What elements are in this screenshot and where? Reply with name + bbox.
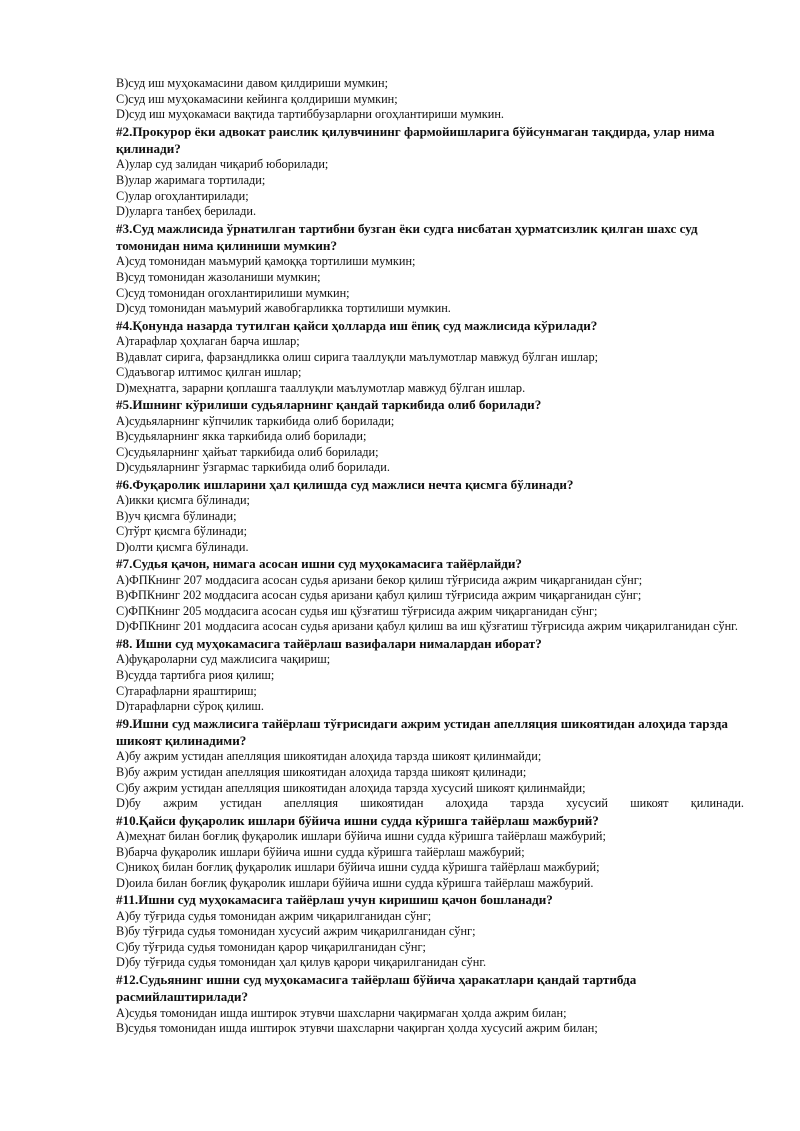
answer-option: A)меҳнат билан боғлиқ фуқаролик ишлари бўйича ишни судда кўришга тайёрлаш мажбурий; xyxy=(116,829,606,844)
question-heading: #12.Судьянинг ишни суд муҳокамасига тайёрлаш бўйича ҳаракатлари қандай тартибда расмийлаштирилади? xyxy=(116,971,637,1005)
answer-option: B)суд иш муҳокамасини давом қилдириши мумкин; xyxy=(116,76,389,90)
question-heading: #9.Ишни суд мажлисига тайёрлаш тўғрисидаги ажрим устидан апелляция шикоятидан алоҳида тарзда шикоят қилинадими? xyxy=(116,715,728,749)
answer-option: A)улар суд залидан чиқариб юборилади; xyxy=(116,157,329,172)
question-heading: #3.Суд мажлисида ўрнатилган тартибни бузган ёки судга нисбатан ҳурматсизлик қилган шахс суд томонидан нима қилиниши мумкин? xyxy=(116,220,698,254)
answer-option: C)ФПКнинг 205 моддасига асосан судья иш қўзғатиш тўғрисида ажрим чиқарганидан сўнг; xyxy=(116,603,598,618)
answer-option: B)судда тартибга риоя қилиш; xyxy=(116,667,275,682)
question-heading: #10.Қайси фуқаролик ишлари бўйича ишни судда кўришга тайёрлаш мажбурий? xyxy=(116,812,599,828)
answer-option: C)тўрт қисмга бўлинади; xyxy=(116,524,248,539)
answer-option: D)суд иш муҳокамаси вақтида тартиббузарларни огоҳлантириши мумкин. xyxy=(116,107,504,122)
answer-option: A)бу ажрим устидан апелляция шикоятидан алоҳида тарзда шикоят қилинмайди; xyxy=(116,749,542,764)
answer-option: C)судьяларнинг ҳайъат таркибида олиб борилади; xyxy=(116,444,379,459)
question-heading: #8. Ишни суд муҳокамасига тайёрлаш вазифалари нималардан иборат? xyxy=(116,636,542,652)
answer-option: B)улар жаримага тортилади; xyxy=(116,173,266,187)
answer-option: B)барча фуқаролик ишлари бўйича ишни судда кўришга тайёрлаш мажбурий; xyxy=(116,844,525,859)
answer-option: C)улар огоҳлантирилади; xyxy=(116,188,249,203)
question-heading: #11.Ишни суд муҳокамасига тайёрлаш учун киришиш қачон бошланади? xyxy=(116,892,553,908)
question-heading: #6.Фуқаролик ишларини ҳал қилишда суд мажлиси нечта қисмга бўлинади? xyxy=(116,476,574,492)
answer-option: B)ФПКнинг 202 моддасига асосан судья аризани қабул қилиш тўғрисида ажрим чиқарганидан сўнг; xyxy=(116,588,642,603)
answer-option: B)давлат сирига, фарзандликка олиш сирига тааллуқли маълумотлар мавжуд бўлган ишлар; xyxy=(116,349,599,364)
answer-option: D)меҳнатга, зарарни қоплашга тааллуқли маълумотлар мавжуд бўлган ишлар. xyxy=(116,380,526,395)
answer-option: D)уларга танбеҳ берилади. xyxy=(116,204,257,219)
answer-option: D)бу тўғрида судья томонидан ҳал қилув қарори чиқарилганидан сўнг. xyxy=(116,955,487,970)
answer-option: B)судьяларнинг якка таркибида олиб борилади; xyxy=(116,429,367,444)
answer-option: B)бу ажрим устидан апелляция шикоятидан алоҳида тарзда шикоят қилинади; xyxy=(116,764,527,779)
answer-option: C)суд иш муҳокамасини кейинга қолдириши мумкин; xyxy=(116,91,398,106)
answer-option: C)даъвогар илтимос қилган ишлар; xyxy=(116,365,302,380)
question-heading: #5.Ишнинг кўрилиши судьяларнинг қандай таркибида олиб борилади? xyxy=(116,397,542,413)
answer-option: B)бу тўғрида судья томонидан хусусий ажрим чиқарилганидан сўнг; xyxy=(116,924,476,939)
answer-option: A)ФПКнинг 207 моддасига асосан судья аризани бекор қилиш тўғрисида ажрим чиқарганидан сўнг; xyxy=(116,572,643,587)
answer-option: C)суд томонидан огохлантирилиши мумкин; xyxy=(116,285,350,300)
answer-option: A)фуқароларни суд мажлисига чақириш; xyxy=(116,652,331,667)
answer-option: B)уч қисмга бўлинади; xyxy=(116,508,237,523)
answer-option: A)бу тўғрида судья томонидан ажрим чиқарилганидан сўнг; xyxy=(116,908,432,923)
document-body xyxy=(116,76,744,1037)
answer-option: D)олти қисмга бўлинади. xyxy=(116,539,249,554)
question-heading: #4.Қонунда назарда тутилган қайси ҳолларда иш ёпиқ суд мажлисида кўрилади? xyxy=(116,317,598,333)
answer-option: B)судья томонидан ишда иштирок этувчи шахсларни чақирган ҳолда хусусий ажрим билан; xyxy=(116,1021,598,1036)
answer-option: A)судьяларнинг кўпчилик таркибида олиб борилади; xyxy=(116,413,395,428)
answer-option: D)суд томонидан маъмурий жавобгарликка тортилиши мумкин. xyxy=(116,301,451,316)
answer-option: C)бу ажрим устидан апелляция шикоятидан алоҳида тарзда хусусий шикоят қилинмайди; xyxy=(116,780,586,795)
answer-option: D)ФПКнинг 201 моддасига асосан судья аризани қабул қилиш ва иш қўзғатиш тўғрисида ажрим чиқарилганидан сўнг. xyxy=(116,619,738,634)
answer-option: A)икки қисмга бўлинади; xyxy=(116,493,250,508)
answer-option: D)бу ажрим устидан апелляция шикоятидан алоҳида тарзда хусусий шикоят қилинади. xyxy=(116,796,744,811)
question-heading: #2.Прокурор ёки адвокат раислик қилувчининг фармойишларига бўйсунмаган тақдирда, улар нима қилинади? xyxy=(116,123,715,157)
answer-option: D)судьяларнинг ўзгармас таркибида олиб борилади. xyxy=(116,460,390,475)
answer-option: A)тарафлар ҳоҳлаган барча ишлар; xyxy=(116,334,300,349)
answer-option: C)никоҳ билан боғлиқ фуқаролик ишлари бўйича ишни судда кўришга тайёрлаш мажбурий; xyxy=(116,860,600,875)
answer-option: A)судья томонидан ишда иштирок этувчи шахсларни чақирмаган ҳолда ажрим билан; xyxy=(116,1005,567,1020)
answer-option: D)тарафларни сўроқ қилиш. xyxy=(116,699,264,714)
answer-option: A)суд томонидан маъмурий қамоққа тортилиши мумкин; xyxy=(116,254,416,269)
answer-option: C)бу тўғрида судья томонидан қарор чиқарилганидан сўнг; xyxy=(116,939,426,954)
answer-option: B)суд томонидан жазоланиши мумкин; xyxy=(116,270,321,284)
answer-option: D)оила билан боғлиқ фуқаролик ишлари бўйича ишни судда кўришга тайёрлаш мажбурий. xyxy=(116,875,594,890)
answer-option: C)тарафларни яраштириш; xyxy=(116,683,257,698)
question-heading: #7.Судья қачон, нимага асосан ишни суд муҳокамасига тайёрлайди? xyxy=(116,556,522,572)
